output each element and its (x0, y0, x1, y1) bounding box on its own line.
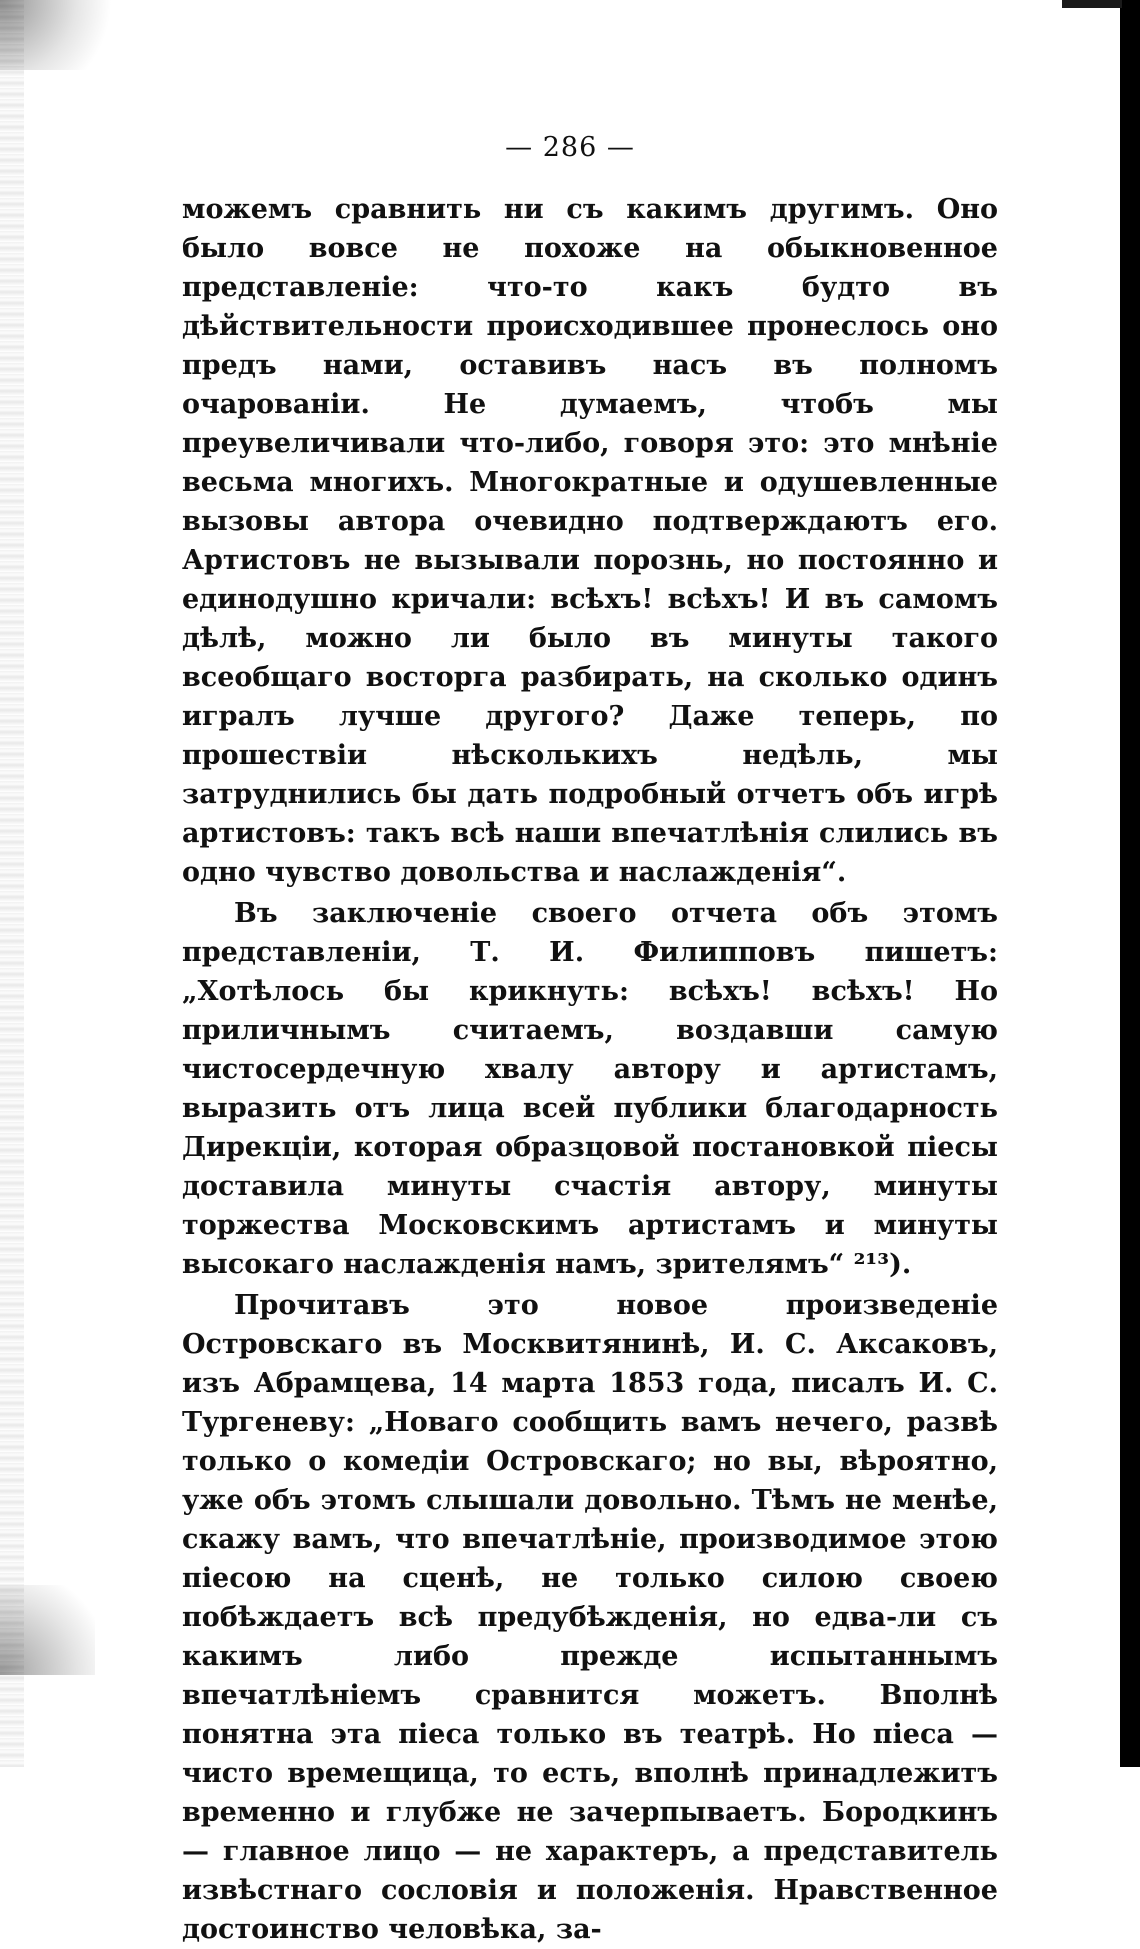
page-text (182, 190, 998, 1949)
paragraph-2: Въ заключеніе своего отчета объ этомъ представленіи, Т. И. Филипповъ пишетъ: „Хотѣлось бы крикнуть: всѣхъ! всѣхъ! Но приличнымъ считаемъ, воздавши самую чистосердечную хвалу автору и артистамъ, выразить отъ лица всей публики благодарность Дирекціи, которая образцовой постановкой піесы доставила минуты счастія автору, минуты торжества Московскимъ артистамъ и минуты высокаго наслажденія намъ, зрителямъ“ ²¹³). (182, 898, 998, 1280)
page-number: — 286 — (505, 132, 635, 163)
scan-edge-right (1120, 0, 1140, 1767)
scan-corner-top (0, 0, 120, 70)
scan-corner-bottom (0, 1585, 95, 1675)
paragraph-3: Прочитавъ это новое произведеніе Островскаго въ Москвитянинѣ, И. С. Аксаковъ, изъ Абрамцева, 14 марта 1853 года, писалъ И. С. Тургеневу: „Новаго сообщить вамъ нечего, развѣ только о комедіи Островскаго; но вы, вѣроятно, уже объ этомъ слышали довольно. Тѣмъ не менѣе, скажу вамъ, что впечатлѣніе, производимое этою піесою на сценѣ, не только силою своею побѣждаетъ всѣ предубѣжденія, но едва-ли съ какимъ либо прежде испытаннымъ впечатлѣніемъ сравнится можетъ. Вполнѣ понятна эта піеса только въ театрѣ. Но піеса — чисто времещица, то есть, вполнѣ принадлежитъ временно и глубже не зачерпываетъ. Бородкинъ — главное лицо — не характеръ, а представитель извѣстнаго сословія и положенія. Нравственное достоинство человѣка, за- (182, 1290, 998, 1945)
scan-edge-right-top (1062, 0, 1122, 8)
scan-edge-left (0, 0, 24, 1767)
paragraph-1: можемъ сравнить ни съ какимъ другимъ. Оно было вовсе не похоже на обыкновенное представленіе: что-то какъ будто въ дѣйствительности происходившее пронеслось оно предъ нами, оставивъ насъ въ полномъ очарованіи. Не думаемъ, чтобъ мы преувеличивали что-либо, говоря это: это мнѣніе весьма многихъ. Многократные и одушевленные вызовы автора очевидно подтверждаютъ его. Артистовъ не вызывали порознь, но постоянно и единодушно кричали: всѣхъ! всѣхъ! И въ самомъ дѣлѣ, можно ли было въ минуты такого всеобщаго восторга разбирать, на сколько одинъ игралъ лучше другого? Даже теперь, по прошествіи нѣсколькихъ недѣль, мы затруднились бы дать подробный отчетъ объ игрѣ артистовъ: такъ всѣ наши впечатлѣнія слились въ одно чувство довольства и наслажденія“. (182, 194, 998, 888)
